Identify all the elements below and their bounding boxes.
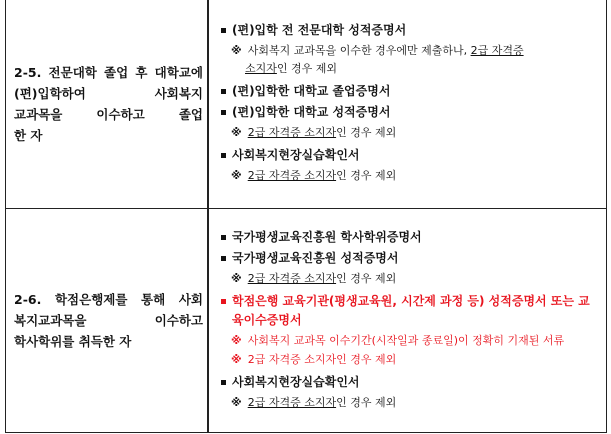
documents-list [209,21,606,185]
note: ※ 사회복지 교과목을 이수한 경우에만 제출하나, 2급 자격증 소지자인 경우 제외 [231,44,524,76]
category-line: 복지교과목을 이수하고 [14,313,203,329]
list-item: 사회복지현장실습확인서 [221,373,600,392]
note-highlight: ※ 2급 자격증 소지자인 경우 제외 [231,352,397,366]
list-item: (편)입학 전 전문대학 성적증명서 [221,21,600,40]
note-mark-icon: ※ [231,333,242,347]
list-item: 국가평생교육진흥원 성적증명서 [221,249,600,268]
list-item: 사회복지현장실습확인서 [221,146,600,165]
category-cell [6,0,209,209]
list-item: 국가평생교육진흥원 학사학위증명서 [221,228,600,247]
category-line: 학사학위를 취득한 자 [14,334,132,350]
list-item: (편)입학한 대학교 성적증명서 [221,103,600,122]
category-text [6,62,207,146]
note-mark-icon: ※ [231,169,242,183]
category-line: 2-5. 전문대학 졸업 후 대학교에 [14,65,203,81]
list-item-highlight: 학점은행 교육기관(평생교육원, 시간제 과정 등) 성적증명서 또는 교육이수증명서 [221,292,600,330]
note: ※ 2급 자격증 소지자인 경우 제외 [231,395,397,409]
category-text [6,289,207,352]
table-row [6,209,607,433]
note: ※ 2급 자격증 소지자인 경우 제외 [231,126,397,140]
category-line: 2-6. 학점은행제를 통해 사회 [14,292,203,308]
note-mark-icon: ※ [231,395,242,409]
note: ※ 2급 자격증 소지자인 경우 제외 [231,169,397,183]
category-line: (편)입학하여 사회복지 [14,86,203,102]
note-mark-icon: ※ [231,352,242,366]
table-row [6,0,607,209]
documents-cell [208,0,607,209]
category-line: 한 자 [14,128,43,144]
note-mark-icon: ※ [231,44,242,58]
documents-list [209,228,606,412]
note-highlight: ※ 사회복지 교과목 이수기간(시작일과 종료일)이 정확히 기재된 서류 [231,333,565,347]
note: ※ 2급 자격증 소지자인 경우 제외 [231,271,397,285]
note-mark-icon: ※ [231,271,242,285]
category-line: 교과목을 이수하고 졸업 [14,107,203,123]
note-mark-icon: ※ [231,126,242,140]
category-cell [6,209,209,433]
requirements-table [5,0,607,433]
list-item: (편)입학한 대학교 졸업증명서 [221,82,600,101]
documents-cell [208,209,607,433]
